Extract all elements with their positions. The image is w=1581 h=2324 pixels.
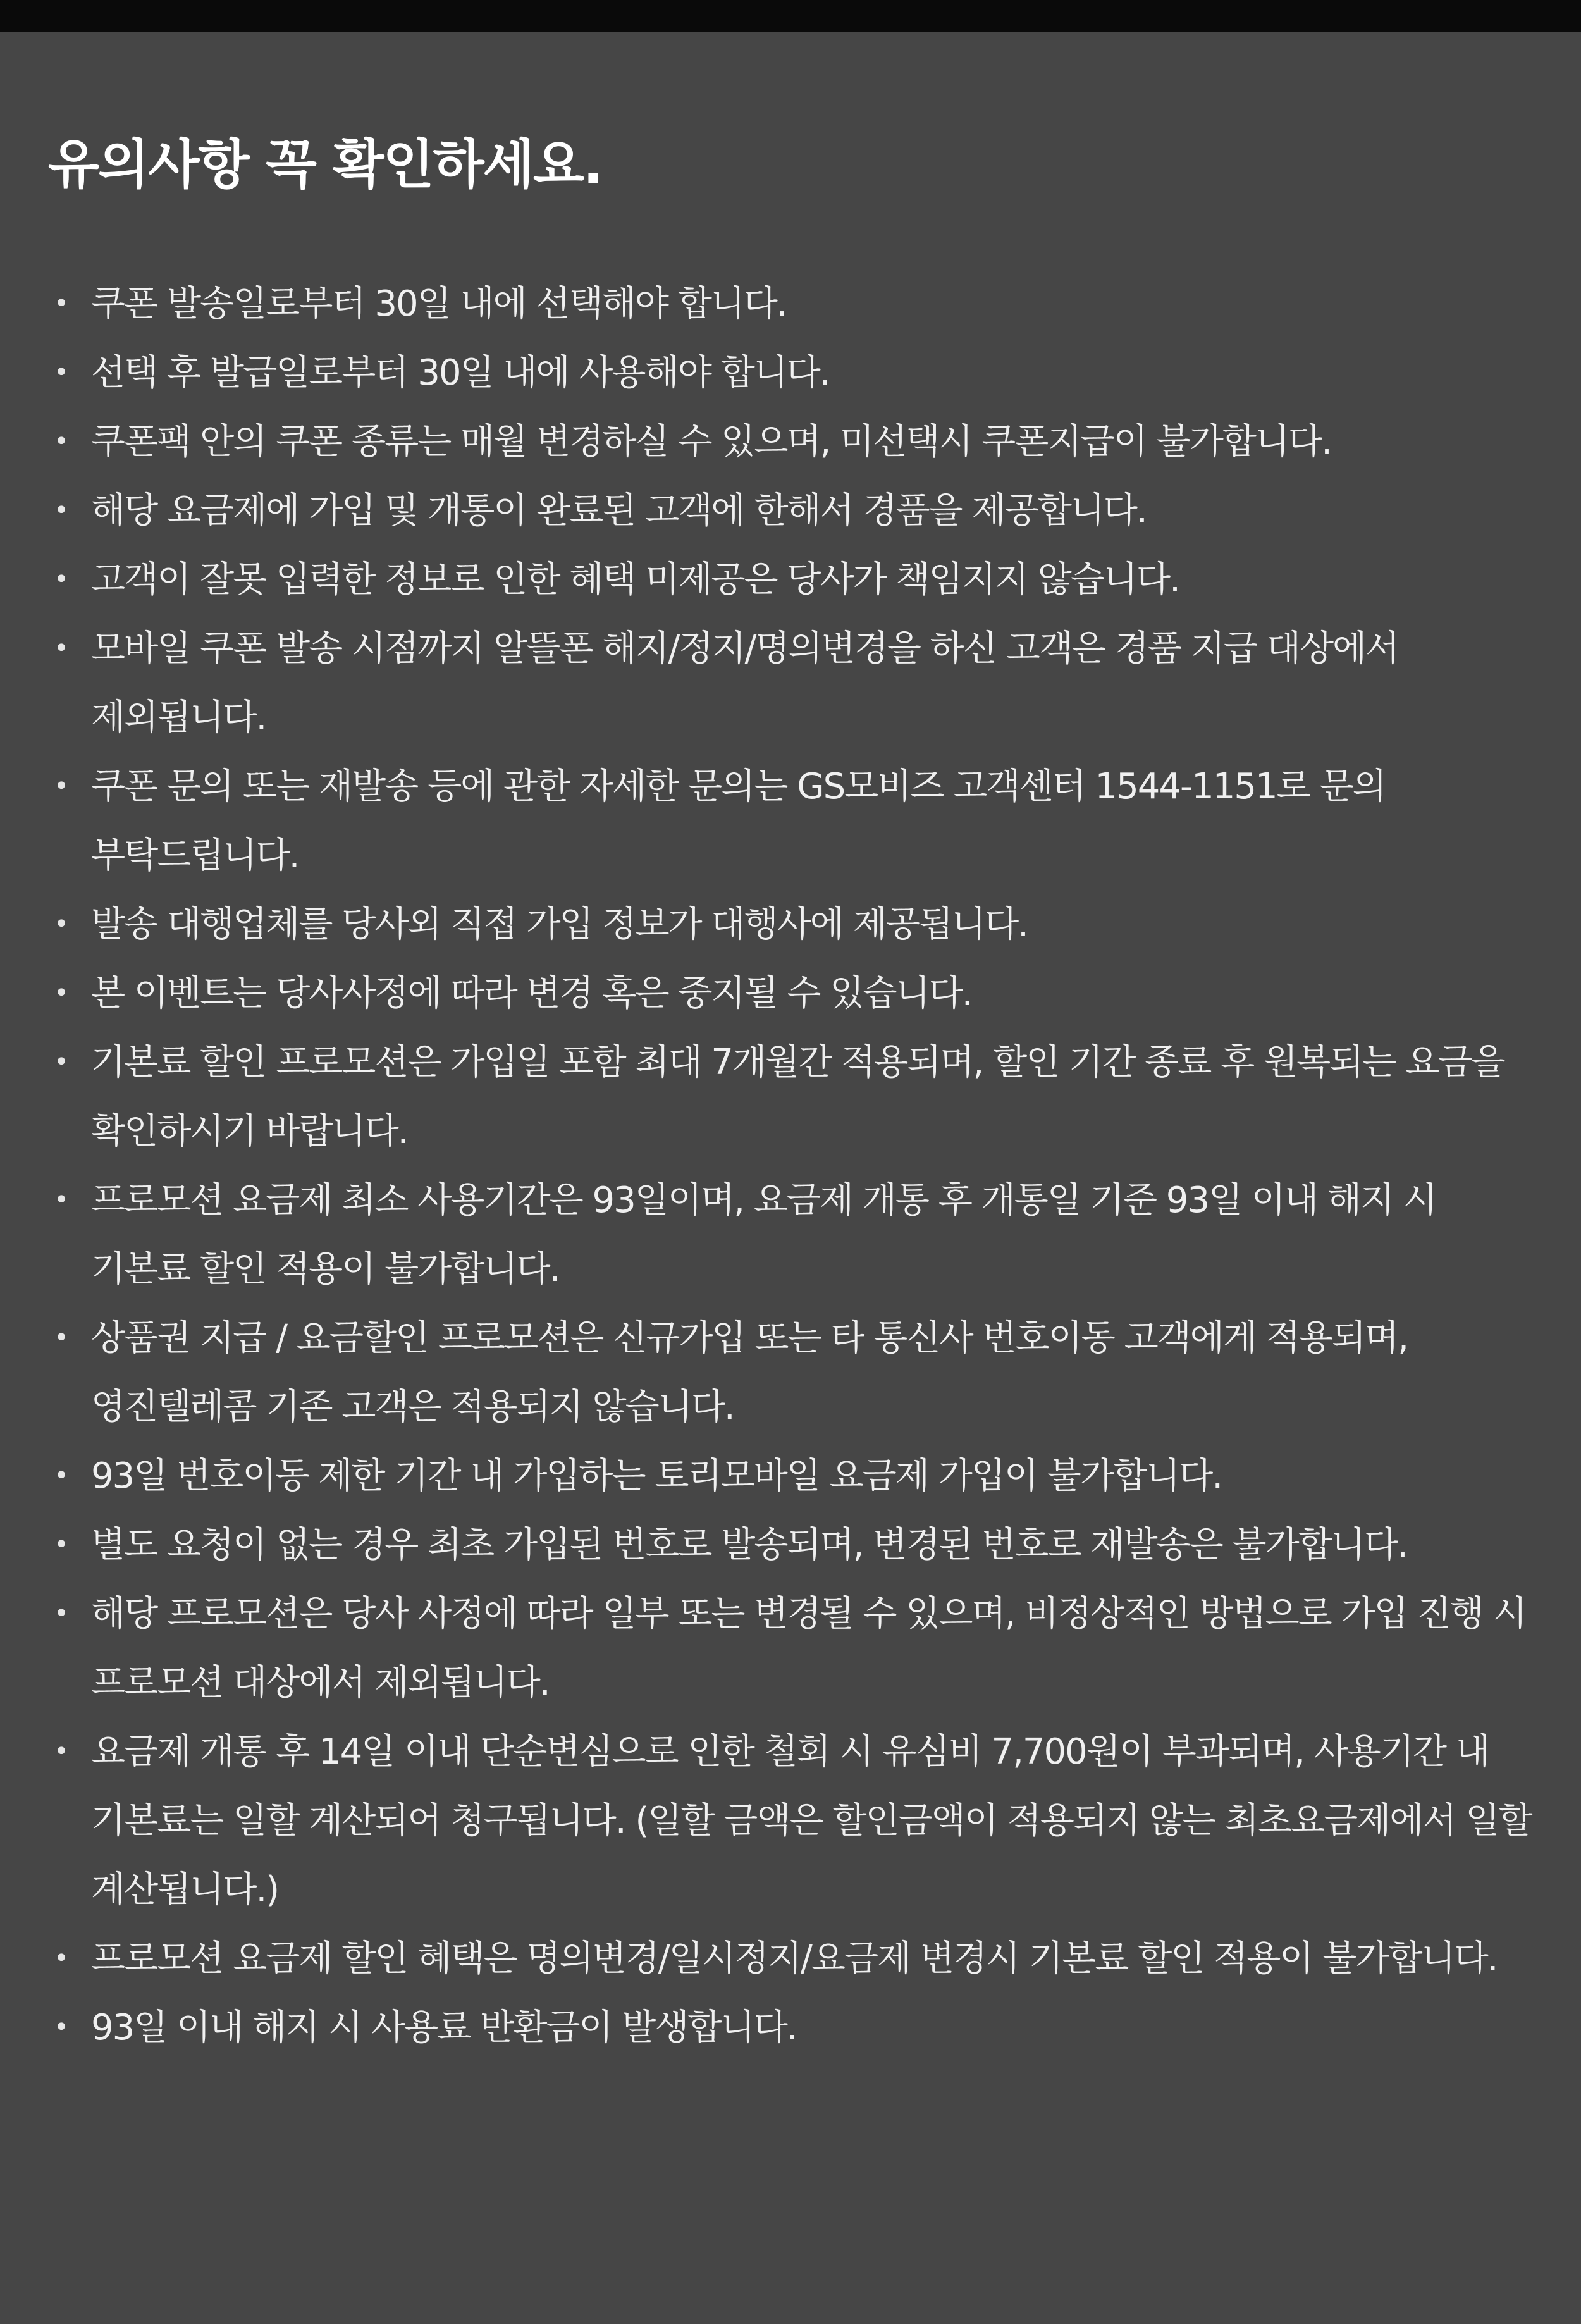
notice-text: 프로모션 요금제 최소 사용기간은 93일이며, 요금제 개통 후 개통일 기준 93일 이내 해지 시 기본료 할인 적용이 불가합니다. <box>91 1179 1436 1290</box>
bullet-icon: • <box>54 1598 68 1628</box>
notice-section <box>48 133 1541 2062</box>
notice-item <box>48 1717 1541 1924</box>
notice-text: 요금제 개통 후 14일 이내 단순변심으로 인한 철회 시 유심비 7,700원이 부과되며, 사용기간 내 기본료는 일할 계산되어 청구됩니다. (일할 금액은 할인금액이 적용되지 않는 최초요금제에서 일할 계산됩니다.) <box>91 1731 1532 1910</box>
notice-item <box>48 1579 1541 1717</box>
bullet-icon: • <box>54 1323 68 1352</box>
bullet-icon: • <box>54 426 68 456</box>
notice-text: 쿠폰팩 안의 쿠폰 종류는 매월 변경하실 수 있으며, 미선택시 쿠폰지급이 불가합니다. <box>91 421 1331 462</box>
bullet-icon: • <box>54 771 68 801</box>
notice-text: 해당 요금제에 가입 및 개통이 완료된 고객에 한해서 경품을 제공합니다. <box>91 490 1147 531</box>
bullet-icon: • <box>54 909 68 939</box>
bullet-icon: • <box>54 288 68 318</box>
notice-text: 쿠폰 문의 또는 재발송 등에 관한 자세한 문의는 GS모비즈 고객센터 1544-1151로 문의 부탁드립니다. <box>91 765 1386 876</box>
notice-item <box>48 1304 1541 1442</box>
notice-item <box>48 1028 1541 1166</box>
notice-list <box>48 269 1541 2062</box>
bullet-icon: • <box>54 1943 68 1973</box>
notice-text: 해당 프로모션은 당사 사정에 따라 일부 또는 변경될 수 있으며, 비정상적인 방법으로 가입 진행 시 프로모션 대상에서 제외됩니다. <box>91 1593 1526 1703</box>
notice-text: 상품권 지급 / 요금할인 프로모션은 신규가입 또는 타 통신사 번호이동 고객에게 적용되며, 영진텔레콤 기존 고객은 적용되지 않습니다. <box>91 1317 1408 1428</box>
notice-text: 선택 후 발급일로부터 30일 내에 사용해야 합니다. <box>91 352 830 393</box>
bullet-icon: • <box>54 633 68 663</box>
notice-text: 프로모션 요금제 할인 혜택은 명의변경/일시정지/요금제 변경시 기본료 할인 적용이 불가합니다. <box>91 1938 1498 1979</box>
bullet-icon: • <box>54 1047 68 1077</box>
notice-text: 쿠폰 발송일로부터 30일 내에 선택해야 합니다. <box>91 283 787 324</box>
bullet-icon: • <box>54 2012 68 2042</box>
page-title: 유의사항 꼭 확인하세요. <box>48 133 602 195</box>
bullet-icon: • <box>54 1530 68 1559</box>
notice-text: 93일 이내 해지 시 사용료 반환금이 발생합니다. <box>91 2006 797 2048</box>
notice-item <box>48 269 1541 338</box>
notice-item <box>48 614 1541 752</box>
notice-item <box>48 476 1541 545</box>
bullet-icon: • <box>54 1461 68 1490</box>
notice-item <box>48 959 1541 1028</box>
notice-item <box>48 1166 1541 1304</box>
notice-item <box>48 1511 1541 1579</box>
notice-item <box>48 1993 1541 2062</box>
notice-text: 발송 대행업체를 당사외 직접 가입 정보가 대행사에 제공됩니다. <box>91 903 1028 945</box>
notice-text: 본 이벤트는 당사사정에 따라 변경 혹은 중지될 수 있습니다. <box>91 972 972 1014</box>
notice-text: 모바일 쿠폰 발송 시점까지 알뜰폰 해지/정지/명의변경을 하신 고객은 경품 지급 대상에서 제외됩니다. <box>91 627 1399 738</box>
notice-item <box>48 890 1541 959</box>
bullet-icon: • <box>54 1736 68 1766</box>
notice-text: 별도 요청이 없는 경우 최초 가입된 번호로 발송되며, 변경된 번호로 재발송은 불가합니다. <box>91 1524 1407 1566</box>
bullet-icon: • <box>54 564 68 594</box>
notice-item <box>48 545 1541 614</box>
bullet-icon: • <box>54 1185 68 1215</box>
bullet-icon: • <box>54 357 68 387</box>
top-bar <box>0 0 1581 32</box>
notice-item <box>48 407 1541 476</box>
notice-text: 기본료 할인 프로모션은 가입일 포함 최대 7개월간 적용되며, 할인 기간 종료 후 원복되는 요금을 확인하시기 바랍니다. <box>91 1041 1504 1152</box>
notice-text: 고객이 잘못 입력한 정보로 인한 혜택 미제공은 당사가 책임지지 않습니다. <box>91 559 1179 600</box>
notice-item <box>48 1924 1541 1993</box>
notice-text: 93일 번호이동 제한 기간 내 가입하는 토리모바일 요금제 가입이 불가합니다. <box>91 1455 1222 1497</box>
notice-item <box>48 1442 1541 1511</box>
bullet-icon: • <box>54 495 68 525</box>
notice-item <box>48 338 1541 407</box>
notice-item <box>48 752 1541 890</box>
bullet-icon: • <box>54 978 68 1008</box>
